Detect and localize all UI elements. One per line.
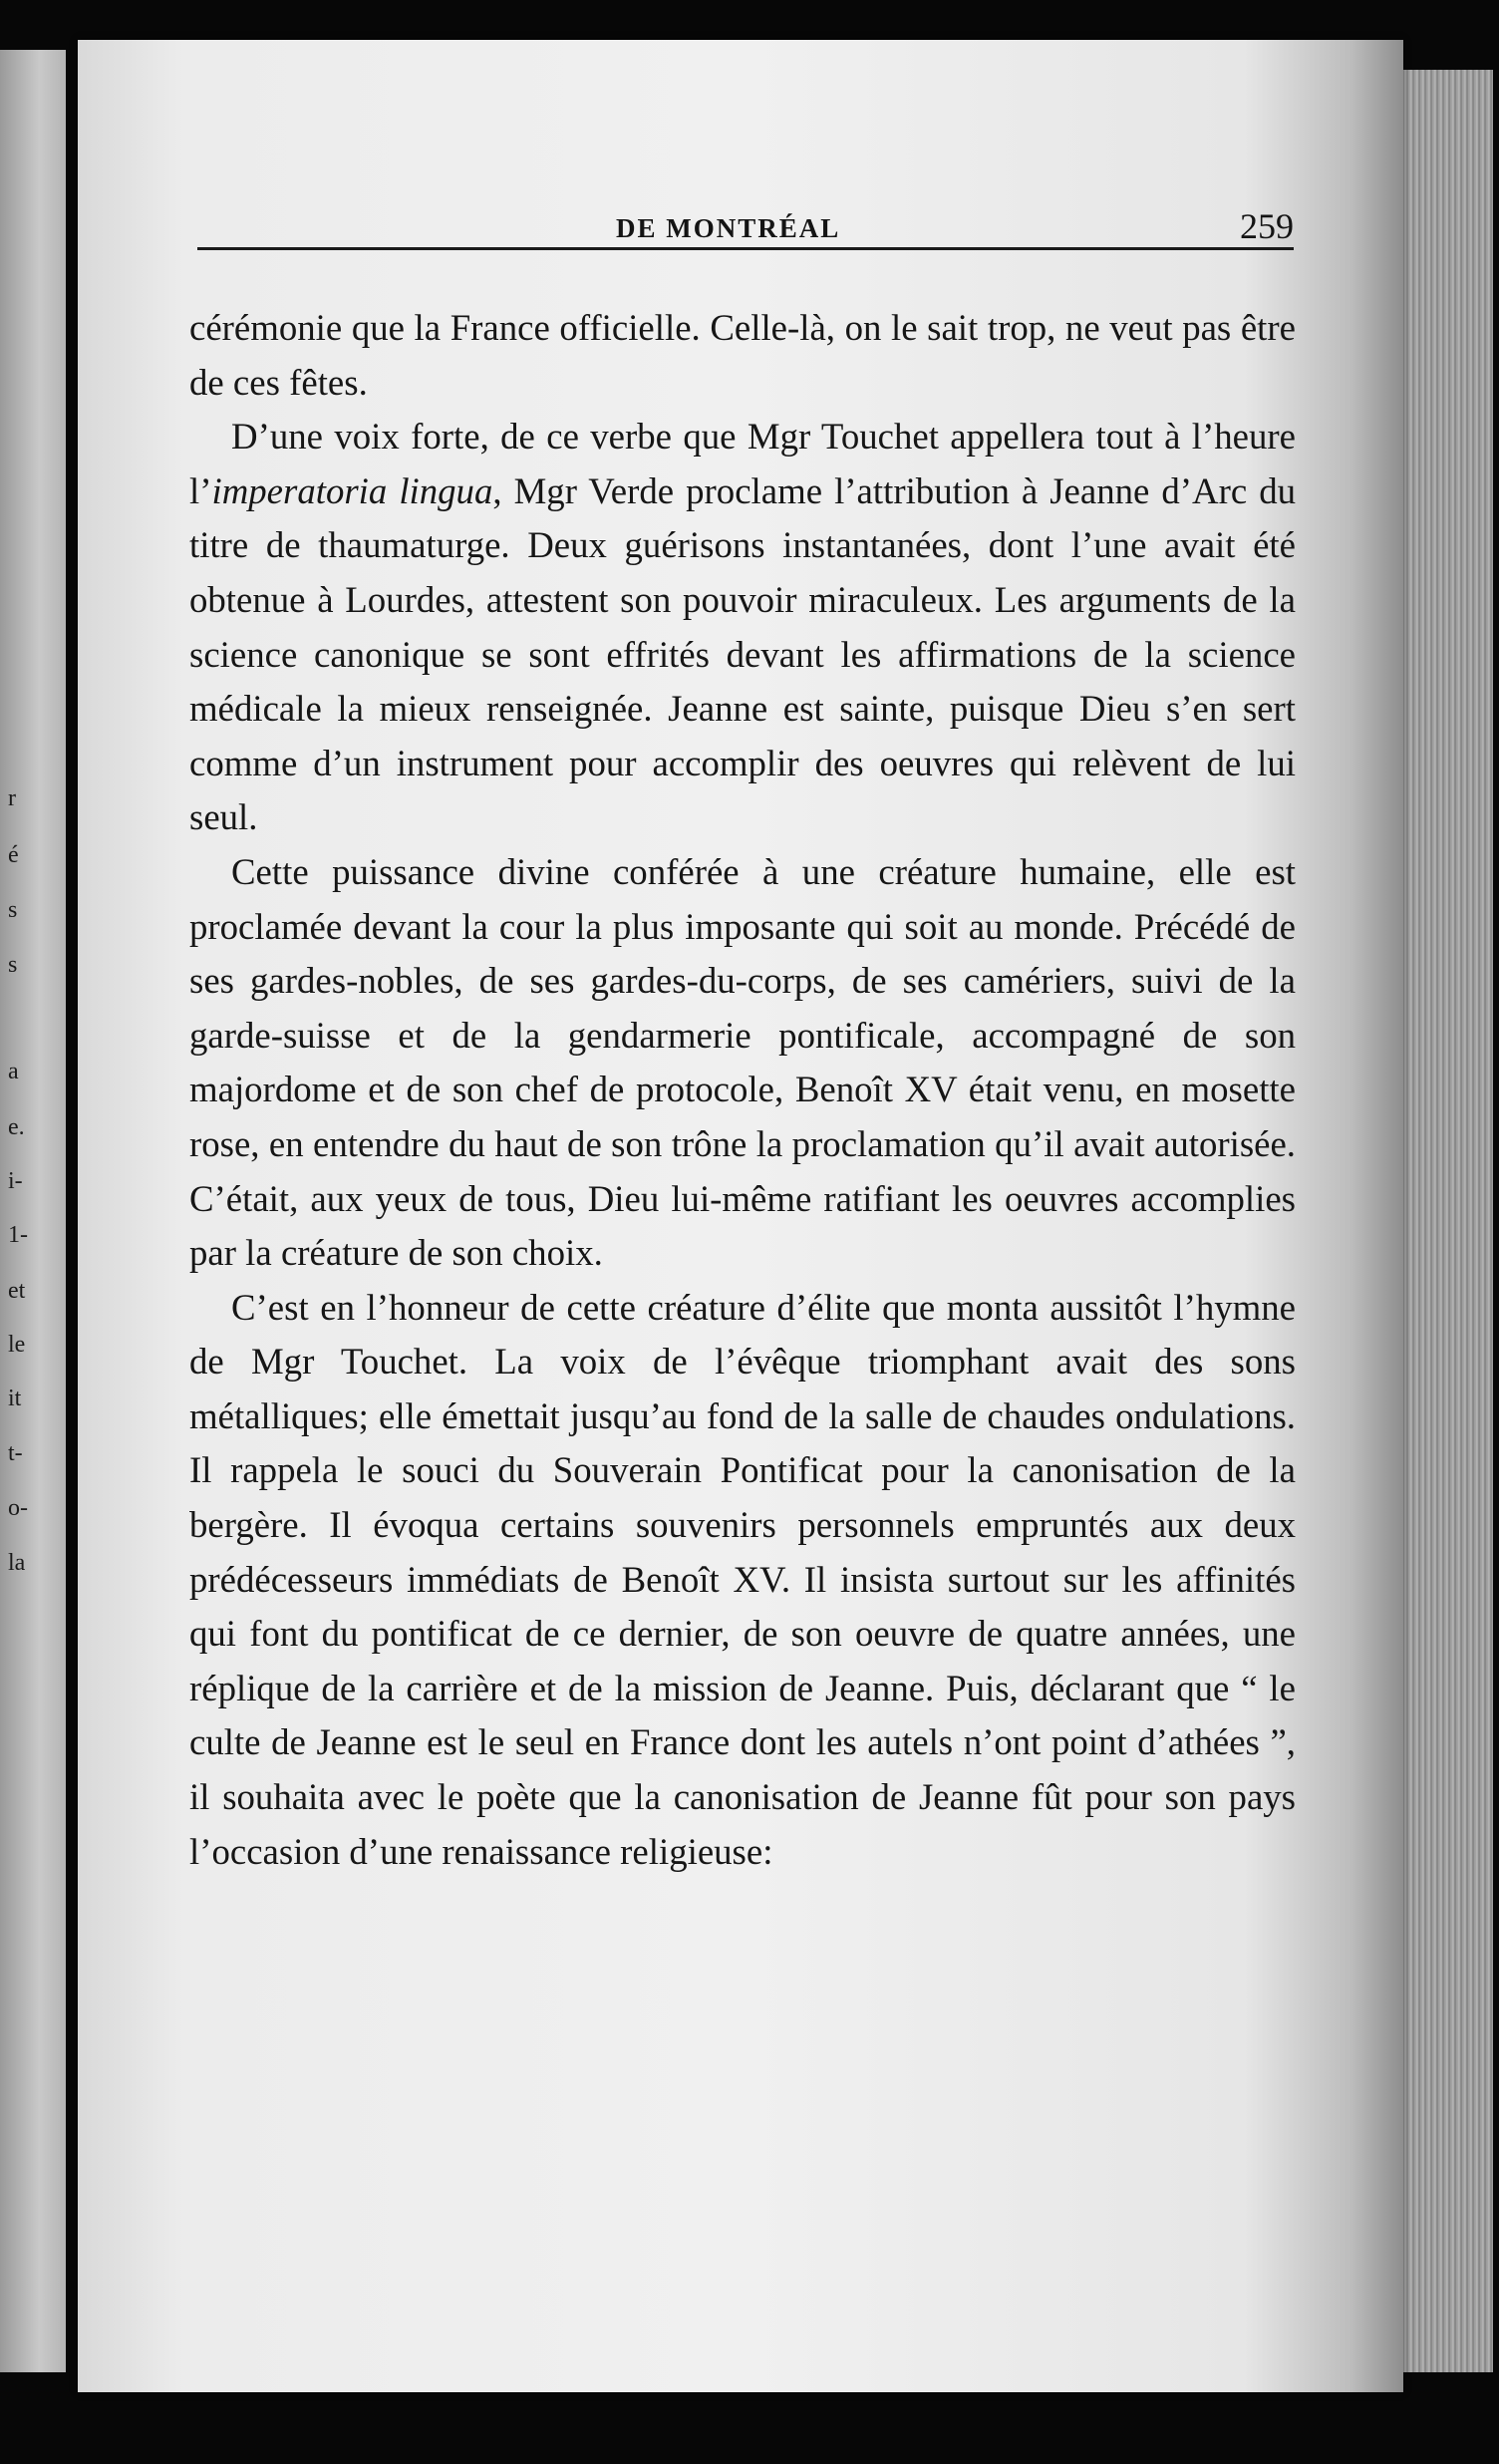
page-number: 259 <box>1240 206 1294 246</box>
paragraph: Cette puissance divine conférée à une créature humaine, elle est proclamée devant la cour la plus imposante qui soit au monde. Précédé de ses gardes-nobles, de ses gardes-du-corps, de ses camériers, suivi de la garde-suisse et de la gendarmerie pontificale, accompagné de son majordome et de son chef de protocole, Benoît XV était venu, en mosette rose, en entendre du haut de son trône la proclamation qu’il avait autorisée. C’était, aux yeux de tous, Dieu lui-même ratifiant les oeuvres accomplies par la créature de son choix. <box>189 850 1296 1274</box>
facing-page-fragment: o- <box>8 1495 28 1521</box>
book-page <box>78 40 1403 2392</box>
facing-page-fragment: t- <box>8 1440 23 1466</box>
paragraph: C’est en l’honneur de cette créature d’élite que monta aussitôt l’hymne de Mgr Touchet. La voix de l’évêque triomphant avait des sons métalliques; elle émettait jusqu’au fond de la salle de chaudes ondulations. Il rappela le souci du Souverain Pontificat pour la canonisation de la bergère. Il évoqua certains souvenirs personnels empruntés aux deux prédécesseurs immédiats de Benoît XV. Il insista surtout sur les affinités qui font du pontificat de ce dernier, de son oeuvre de quatre années, une réplique de la carrière et de la mission de Jeanne. Puis, déclarant que “ le culte de Jeanne est le seul en France dont les autels n’ont point d’athées ”, il souhaita avec le poète que la canonisation de Jeanne fût pour son pays l’occasion d’une renaissance religieuse: <box>189 1286 1296 1872</box>
paragraph <box>189 410 1296 845</box>
facing-page-fragment: a <box>8 1059 19 1084</box>
body-text <box>189 301 1296 1879</box>
header-rule <box>197 247 1294 250</box>
page-edges <box>1403 70 1493 2372</box>
facing-page-fragment: i- <box>8 1168 23 1194</box>
paragraph-text: , Mgr Verde proclame l’attribution à Jeanne d’Arc du titre de thaumaturge. Deux guérisons instantanées, dont l’une avait été obtenue à Lourdes, attestent son pouvoir miraculeux. Les arguments de la science canonique se sont effrités devant les affirmations de la science médicale la mieux renseignée. Jeanne est sainte, puisque Dieu s’en sert comme d’un instrument pour accomplir des oeuvres qui relèvent de lui seul. <box>189 469 1296 838</box>
facing-page-edge <box>0 50 66 2372</box>
italic-phrase: imperatoria lingua <box>211 469 493 511</box>
facing-page-fragment: it <box>8 1386 22 1411</box>
facing-page-fragment: 1- <box>8 1222 28 1248</box>
facing-page-fragment: s <box>8 897 18 923</box>
paragraph: cérémonie que la France officielle. Celle-là, on le sait trop, ne veut pas être de ces fêtes. <box>189 307 1296 403</box>
facing-page-fragment: et <box>8 1278 26 1304</box>
facing-page-fragment: é <box>8 842 19 868</box>
facing-page-fragment: s <box>8 952 18 978</box>
facing-page-fragment: le <box>8 1332 26 1358</box>
running-head: DE MONTRÉAL <box>616 213 841 243</box>
facing-page-fragment: la <box>8 1550 26 1576</box>
page-header <box>197 167 1294 247</box>
facing-page-fragment: e. <box>8 1114 25 1140</box>
paragraph-text: D’une voix forte, de ce verbe que Mgr Touchet appellera tout à l’heure l’ <box>189 416 1296 511</box>
facing-page-fragment: r <box>8 785 16 811</box>
